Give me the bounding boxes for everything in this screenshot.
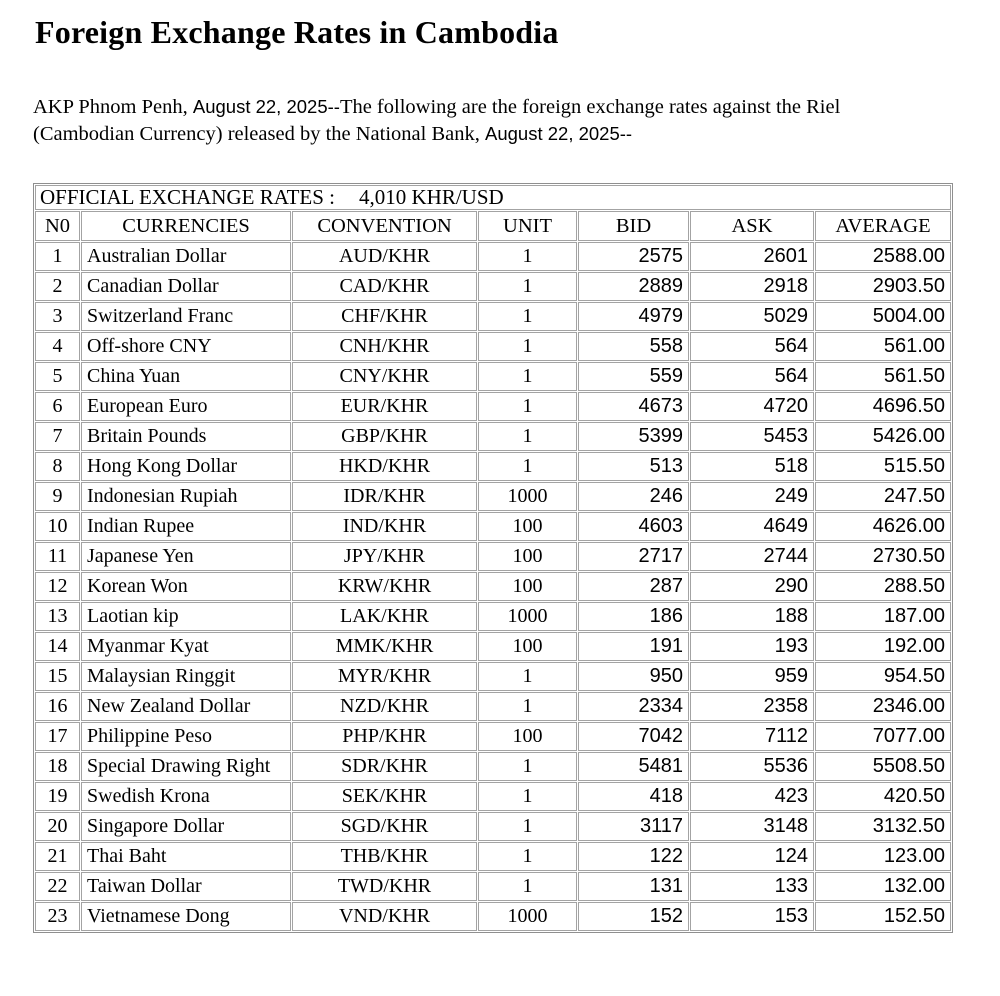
cell-currency: Hong Kong Dollar bbox=[81, 452, 291, 481]
cell-no: 5 bbox=[35, 362, 80, 391]
cell-bid: 950 bbox=[578, 662, 689, 691]
cell-currency: Myanmar Kyat bbox=[81, 632, 291, 661]
cell-bid: 559 bbox=[578, 362, 689, 391]
cell-bid: 2717 bbox=[578, 542, 689, 571]
cell-currency: Thai Baht bbox=[81, 842, 291, 871]
cell-ask: 7112 bbox=[690, 722, 814, 751]
table-row bbox=[35, 512, 951, 541]
exchange-rates-table bbox=[33, 183, 953, 933]
cell-no: 4 bbox=[35, 332, 80, 361]
cell-unit: 1 bbox=[478, 362, 577, 391]
cell-convention: GBP/KHR bbox=[292, 422, 477, 451]
cell-ask: 5536 bbox=[690, 752, 814, 781]
cell-unit: 100 bbox=[478, 722, 577, 751]
cell-average: 420.50 bbox=[815, 782, 951, 811]
cell-bid: 7042 bbox=[578, 722, 689, 751]
intro-segment: August 22, 2025-- bbox=[192, 96, 340, 117]
table-row bbox=[35, 362, 951, 391]
cell-convention: MYR/KHR bbox=[292, 662, 477, 691]
cell-unit: 1 bbox=[478, 422, 577, 451]
table-row bbox=[35, 452, 951, 481]
cell-currency: Swedish Krona bbox=[81, 782, 291, 811]
cell-currency: Vietnamese Dong bbox=[81, 902, 291, 931]
cell-bid: 2575 bbox=[578, 242, 689, 271]
table-row bbox=[35, 272, 951, 301]
table-row bbox=[35, 872, 951, 901]
cell-unit: 1 bbox=[478, 662, 577, 691]
cell-no: 13 bbox=[35, 602, 80, 631]
cell-convention: NZD/KHR bbox=[292, 692, 477, 721]
cell-convention: LAK/KHR bbox=[292, 602, 477, 631]
cell-ask: 564 bbox=[690, 332, 814, 361]
cell-average: 5426.00 bbox=[815, 422, 951, 451]
table-row bbox=[35, 542, 951, 571]
cell-ask: 5029 bbox=[690, 302, 814, 331]
table-body bbox=[35, 242, 951, 931]
cell-convention: AUD/KHR bbox=[292, 242, 477, 271]
cell-bid: 5399 bbox=[578, 422, 689, 451]
cell-no: 11 bbox=[35, 542, 80, 571]
table-row bbox=[35, 722, 951, 751]
cell-bid: 122 bbox=[578, 842, 689, 871]
cell-ask: 193 bbox=[690, 632, 814, 661]
cell-currency: Indonesian Rupiah bbox=[81, 482, 291, 511]
cell-currency: Taiwan Dollar bbox=[81, 872, 291, 901]
official-rates-value: 4,010 KHR/USD bbox=[358, 185, 504, 209]
cell-bid: 287 bbox=[578, 572, 689, 601]
cell-currency: Philippine Peso bbox=[81, 722, 291, 751]
cell-bid: 4673 bbox=[578, 392, 689, 421]
cell-bid: 186 bbox=[578, 602, 689, 631]
cell-currency: Britain Pounds bbox=[81, 422, 291, 451]
cell-ask: 2358 bbox=[690, 692, 814, 721]
cell-unit: 1 bbox=[478, 842, 577, 871]
intro-paragraph bbox=[33, 94, 948, 147]
cell-average: 187.00 bbox=[815, 602, 951, 631]
page-title: Foreign Exchange Rates in Cambodia bbox=[35, 14, 559, 50]
cell-convention: VND/KHR bbox=[292, 902, 477, 931]
cell-average: 954.50 bbox=[815, 662, 951, 691]
col-header-currencies: CURRENCIES bbox=[81, 211, 291, 241]
cell-bid: 2889 bbox=[578, 272, 689, 301]
cell-average: 2346.00 bbox=[815, 692, 951, 721]
cell-average: 152.50 bbox=[815, 902, 951, 931]
cell-average: 5508.50 bbox=[815, 752, 951, 781]
table-row bbox=[35, 812, 951, 841]
cell-currency: European Euro bbox=[81, 392, 291, 421]
cell-average: 7077.00 bbox=[815, 722, 951, 751]
cell-currency: Laotian kip bbox=[81, 602, 291, 631]
cell-currency: Singapore Dollar bbox=[81, 812, 291, 841]
cell-convention: EUR/KHR bbox=[292, 392, 477, 421]
cell-currency: New Zealand Dollar bbox=[81, 692, 291, 721]
col-header-bid: BID bbox=[578, 211, 689, 241]
cell-no: 1 bbox=[35, 242, 80, 271]
cell-bid: 131 bbox=[578, 872, 689, 901]
cell-average: 2730.50 bbox=[815, 542, 951, 571]
cell-no: 12 bbox=[35, 572, 80, 601]
cell-ask: 249 bbox=[690, 482, 814, 511]
cell-average: 2903.50 bbox=[815, 272, 951, 301]
cell-unit: 100 bbox=[478, 632, 577, 661]
col-header-ask: ASK bbox=[690, 211, 814, 241]
cell-unit: 1 bbox=[478, 692, 577, 721]
cell-unit: 100 bbox=[478, 512, 577, 541]
cell-convention: KRW/KHR bbox=[292, 572, 477, 601]
table-row bbox=[35, 782, 951, 811]
cell-convention: MMK/KHR bbox=[292, 632, 477, 661]
table-row bbox=[35, 392, 951, 421]
cell-unit: 1 bbox=[478, 812, 577, 841]
cell-no: 20 bbox=[35, 812, 80, 841]
cell-convention: IDR/KHR bbox=[292, 482, 477, 511]
cell-average: 123.00 bbox=[815, 842, 951, 871]
cell-bid: 4979 bbox=[578, 302, 689, 331]
cell-convention: SGD/KHR bbox=[292, 812, 477, 841]
table-row bbox=[35, 332, 951, 361]
cell-ask: 564 bbox=[690, 362, 814, 391]
intro-segment: (Cambodian Currency) released by the National Bank, bbox=[33, 122, 485, 145]
cell-ask: 124 bbox=[690, 842, 814, 871]
table-row bbox=[35, 842, 951, 871]
cell-unit: 1 bbox=[478, 872, 577, 901]
cell-ask: 518 bbox=[690, 452, 814, 481]
table-row bbox=[35, 692, 951, 721]
cell-convention: PHP/KHR bbox=[292, 722, 477, 751]
table-row bbox=[35, 242, 951, 271]
cell-unit: 1 bbox=[478, 302, 577, 331]
col-header-unit: UNIT bbox=[478, 211, 577, 241]
cell-no: 7 bbox=[35, 422, 80, 451]
cell-average: 4626.00 bbox=[815, 512, 951, 541]
cell-bid: 513 bbox=[578, 452, 689, 481]
cell-convention: CNY/KHR bbox=[292, 362, 477, 391]
cell-convention: IND/KHR bbox=[292, 512, 477, 541]
table-row bbox=[35, 662, 951, 691]
cell-currency: Australian Dollar bbox=[81, 242, 291, 271]
cell-currency: Japanese Yen bbox=[81, 542, 291, 571]
cell-convention: CHF/KHR bbox=[292, 302, 477, 331]
cell-bid: 5481 bbox=[578, 752, 689, 781]
intro-segment: August 22, 2025-- bbox=[485, 122, 633, 144]
cell-convention: THB/KHR bbox=[292, 842, 477, 871]
cell-no: 3 bbox=[35, 302, 80, 331]
column-header-row bbox=[35, 211, 951, 241]
table-row bbox=[35, 302, 951, 331]
table-row bbox=[35, 632, 951, 661]
cell-convention: SEK/KHR bbox=[292, 782, 477, 811]
cell-average: 561.00 bbox=[815, 332, 951, 361]
cell-unit: 100 bbox=[478, 542, 577, 571]
cell-unit: 1 bbox=[478, 782, 577, 811]
cell-convention: TWD/KHR bbox=[292, 872, 477, 901]
cell-convention: CAD/KHR bbox=[292, 272, 477, 301]
cell-unit: 1 bbox=[478, 242, 577, 271]
cell-average: 288.50 bbox=[815, 572, 951, 601]
cell-bid: 3117 bbox=[578, 812, 689, 841]
cell-currency: Korean Won bbox=[81, 572, 291, 601]
cell-convention: CNH/KHR bbox=[292, 332, 477, 361]
cell-no: 16 bbox=[35, 692, 80, 721]
cell-bid: 418 bbox=[578, 782, 689, 811]
cell-convention: HKD/KHR bbox=[292, 452, 477, 481]
cell-ask: 290 bbox=[690, 572, 814, 601]
cell-unit: 1000 bbox=[478, 482, 577, 511]
cell-ask: 2601 bbox=[690, 242, 814, 271]
cell-unit: 1 bbox=[478, 752, 577, 781]
cell-unit: 1000 bbox=[478, 602, 577, 631]
cell-currency: Canadian Dollar bbox=[81, 272, 291, 301]
table-row bbox=[35, 482, 951, 511]
cell-ask: 4649 bbox=[690, 512, 814, 541]
intro-segment: AKP Phnom Penh, bbox=[33, 96, 193, 118]
cell-average: 561.50 bbox=[815, 362, 951, 391]
cell-bid: 191 bbox=[578, 632, 689, 661]
cell-ask: 959 bbox=[690, 662, 814, 691]
cell-currency: Off-shore CNY bbox=[81, 332, 291, 361]
cell-unit: 1 bbox=[478, 452, 577, 481]
cell-ask: 3148 bbox=[690, 812, 814, 841]
intro-segment: The following are the foreign exchange rates against the Riel bbox=[339, 96, 841, 118]
cell-currency: China Yuan bbox=[81, 362, 291, 391]
cell-average: 5004.00 bbox=[815, 302, 951, 331]
cell-average: 3132.50 bbox=[815, 812, 951, 841]
table-row bbox=[35, 752, 951, 781]
cell-currency: Malaysian Ringgit bbox=[81, 662, 291, 691]
cell-no: 17 bbox=[35, 722, 80, 751]
cell-no: 10 bbox=[35, 512, 80, 541]
cell-ask: 5453 bbox=[690, 422, 814, 451]
cell-convention: SDR/KHR bbox=[292, 752, 477, 781]
official-rates-cell bbox=[35, 185, 951, 210]
cell-ask: 133 bbox=[690, 872, 814, 901]
official-rates-label: OFFICIAL EXCHANGE RATES : bbox=[40, 185, 335, 209]
cell-ask: 423 bbox=[690, 782, 814, 811]
table-head bbox=[35, 185, 951, 241]
cell-bid: 2334 bbox=[578, 692, 689, 721]
cell-no: 6 bbox=[35, 392, 80, 421]
cell-unit: 100 bbox=[478, 572, 577, 601]
cell-bid: 246 bbox=[578, 482, 689, 511]
cell-ask: 188 bbox=[690, 602, 814, 631]
cell-no: 21 bbox=[35, 842, 80, 871]
cell-currency: Switzerland Franc bbox=[81, 302, 291, 331]
cell-ask: 2744 bbox=[690, 542, 814, 571]
cell-average: 247.50 bbox=[815, 482, 951, 511]
cell-unit: 1 bbox=[478, 272, 577, 301]
cell-unit: 1 bbox=[478, 392, 577, 421]
table-row bbox=[35, 602, 951, 631]
cell-ask: 2918 bbox=[690, 272, 814, 301]
cell-no: 19 bbox=[35, 782, 80, 811]
cell-unit: 1000 bbox=[478, 902, 577, 931]
cell-no: 8 bbox=[35, 452, 80, 481]
cell-ask: 153 bbox=[690, 902, 814, 931]
col-header-no: N0 bbox=[35, 211, 80, 241]
cell-average: 515.50 bbox=[815, 452, 951, 481]
cell-average: 4696.50 bbox=[815, 392, 951, 421]
cell-ask: 4720 bbox=[690, 392, 814, 421]
cell-no: 23 bbox=[35, 902, 80, 931]
cell-no: 14 bbox=[35, 632, 80, 661]
cell-unit: 1 bbox=[478, 332, 577, 361]
official-rates-row bbox=[35, 185, 951, 210]
table-row bbox=[35, 422, 951, 451]
cell-no: 2 bbox=[35, 272, 80, 301]
table-row bbox=[35, 572, 951, 601]
cell-average: 132.00 bbox=[815, 872, 951, 901]
col-header-convention: CONVENTION bbox=[292, 211, 477, 241]
cell-no: 15 bbox=[35, 662, 80, 691]
cell-average: 2588.00 bbox=[815, 242, 951, 271]
cell-no: 9 bbox=[35, 482, 80, 511]
cell-bid: 152 bbox=[578, 902, 689, 931]
cell-currency: Indian Rupee bbox=[81, 512, 291, 541]
cell-no: 22 bbox=[35, 872, 80, 901]
cell-currency: Special Drawing Right bbox=[81, 752, 291, 781]
cell-bid: 558 bbox=[578, 332, 689, 361]
cell-average: 192.00 bbox=[815, 632, 951, 661]
table-row bbox=[35, 902, 951, 931]
cell-bid: 4603 bbox=[578, 512, 689, 541]
cell-convention: JPY/KHR bbox=[292, 542, 477, 571]
col-header-average: AVERAGE bbox=[815, 211, 951, 241]
cell-no: 18 bbox=[35, 752, 80, 781]
